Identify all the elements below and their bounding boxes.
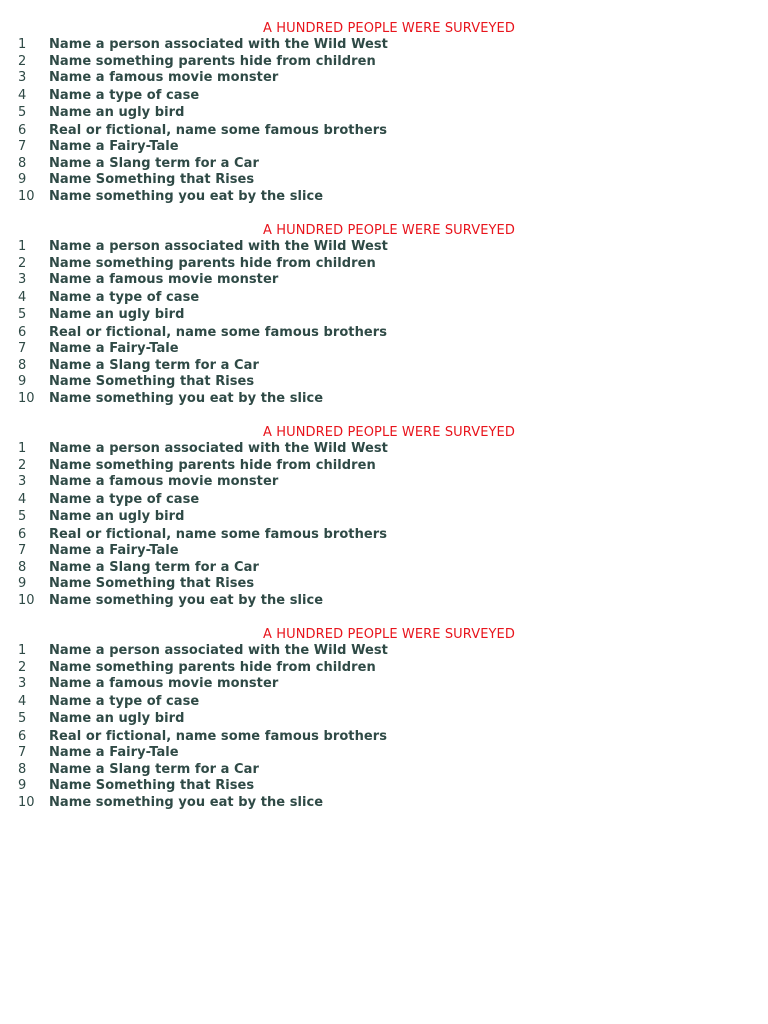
question-number: 8: [18, 155, 27, 171]
question-item: [0, 139, 768, 156]
question-number: 3: [18, 676, 27, 691]
question-item: [0, 272, 768, 289]
question-text: Name a person associated with the Wild West: [49, 441, 388, 456]
question-item: [0, 543, 768, 560]
question-item: [0, 593, 768, 610]
question-item: [0, 341, 768, 358]
question-number: 10: [18, 794, 35, 810]
question-text: Name a Fairy-Tale: [49, 543, 179, 558]
question-number: 6: [18, 122, 27, 138]
question-number: 4: [18, 290, 27, 305]
question-text: Name a Fairy-Tale: [49, 139, 179, 154]
question-number: 3: [18, 272, 27, 287]
survey-document: [0, 20, 768, 828]
question-text: Name a type of case: [49, 88, 200, 103]
question-item: [0, 458, 768, 475]
question-item: [0, 660, 768, 677]
question-text: Name an ugly bird: [49, 710, 185, 726]
question-number: 5: [18, 306, 27, 322]
question-item: [0, 358, 768, 375]
question-item: [0, 105, 768, 122]
question-item: [0, 527, 768, 544]
question-text: Name an ugly bird: [49, 104, 185, 120]
question-text: Name a Fairy-Tale: [49, 745, 179, 760]
question-number: 7: [18, 139, 27, 154]
question-item: [0, 643, 768, 660]
question-number: 4: [18, 88, 27, 103]
question-text: Name a famous movie monster: [49, 272, 279, 287]
question-number: 8: [18, 357, 27, 373]
question-text: Name a person associated with the Wild West: [49, 239, 388, 254]
question-item: [0, 256, 768, 273]
question-number: 2: [18, 457, 27, 473]
question-item: [0, 374, 768, 391]
question-item: [0, 676, 768, 693]
question-list: [0, 37, 768, 205]
question-number: 10: [18, 592, 35, 608]
question-number: 7: [18, 745, 27, 760]
question-number: 4: [18, 492, 27, 507]
question-item: [0, 54, 768, 71]
question-text: Name a Slang term for a Car: [49, 559, 259, 575]
question-text: Name a Slang term for a Car: [49, 357, 259, 373]
question-text: Name a type of case: [49, 492, 200, 507]
question-item: [0, 711, 768, 728]
question-item: [0, 239, 768, 256]
question-text: Real or fictional, name some famous brothers: [49, 728, 387, 744]
question-item: [0, 307, 768, 324]
question-text: Name a Fairy-Tale: [49, 341, 179, 356]
question-number: 2: [18, 659, 27, 675]
question-item: [0, 37, 768, 54]
survey-block: [0, 626, 768, 828]
question-item: [0, 576, 768, 593]
question-text: Name a person associated with the Wild West: [49, 37, 388, 52]
question-text: Name Something that Rises: [49, 374, 255, 389]
question-text: Name a famous movie monster: [49, 70, 279, 85]
question-item: [0, 88, 768, 105]
question-item: [0, 325, 768, 342]
question-number: 2: [18, 53, 27, 69]
question-text: Name Something that Rises: [49, 172, 255, 187]
question-item: [0, 560, 768, 577]
survey-title: A HUNDRED PEOPLE WERE SURVEYED: [263, 21, 515, 36]
survey-block: [0, 424, 768, 626]
survey-block: [0, 20, 768, 222]
question-number: 9: [18, 576, 27, 591]
question-text: Name a type of case: [49, 290, 200, 305]
question-number: 8: [18, 761, 27, 777]
question-number: 1: [18, 239, 27, 254]
question-text: Name something you eat by the slice: [49, 390, 324, 406]
question-item: [0, 189, 768, 206]
question-text: Name something parents hide from children: [49, 255, 376, 271]
question-list: [0, 643, 768, 811]
question-text: Real or fictional, name some famous brothers: [49, 324, 387, 340]
question-number: 6: [18, 526, 27, 542]
question-number: 5: [18, 710, 27, 726]
question-text: Real or fictional, name some famous brothers: [49, 526, 387, 542]
question-number: 7: [18, 543, 27, 558]
question-item: [0, 745, 768, 762]
survey-block: [0, 222, 768, 424]
question-text: Name Something that Rises: [49, 576, 255, 591]
question-text: Name a famous movie monster: [49, 676, 279, 691]
question-item: [0, 172, 768, 189]
question-number: 9: [18, 374, 27, 389]
question-number: 7: [18, 341, 27, 356]
question-item: [0, 290, 768, 307]
question-item: [0, 509, 768, 526]
question-text: Name something parents hide from children: [49, 457, 376, 473]
question-text: Name Something that Rises: [49, 778, 255, 793]
question-number: 5: [18, 508, 27, 524]
question-text: Name something parents hide from children: [49, 53, 376, 69]
question-number: 1: [18, 643, 27, 658]
question-number: 9: [18, 172, 27, 187]
question-number: 10: [18, 188, 35, 204]
question-number: 6: [18, 728, 27, 744]
question-item: [0, 492, 768, 509]
question-text: Name a famous movie monster: [49, 474, 279, 489]
question-item: [0, 70, 768, 87]
question-text: Name a type of case: [49, 694, 200, 709]
question-number: 5: [18, 104, 27, 120]
question-number: 3: [18, 474, 27, 489]
question-text: Name something you eat by the slice: [49, 794, 324, 810]
question-item: [0, 474, 768, 491]
question-item: [0, 729, 768, 746]
question-text: Name something you eat by the slice: [49, 188, 324, 204]
survey-title: A HUNDRED PEOPLE WERE SURVEYED: [263, 627, 515, 642]
question-list: [0, 239, 768, 407]
question-item: [0, 391, 768, 408]
question-number: 1: [18, 441, 27, 456]
question-number: 1: [18, 37, 27, 52]
question-item: [0, 795, 768, 812]
question-list: [0, 441, 768, 609]
question-text: Name something you eat by the slice: [49, 592, 324, 608]
question-number: 4: [18, 694, 27, 709]
question-item: [0, 156, 768, 173]
question-text: Name a person associated with the Wild West: [49, 643, 388, 658]
question-item: [0, 694, 768, 711]
question-item: [0, 441, 768, 458]
question-text: Name an ugly bird: [49, 306, 185, 322]
question-number: 6: [18, 324, 27, 340]
question-number: 3: [18, 70, 27, 85]
question-item: [0, 123, 768, 140]
survey-title: A HUNDRED PEOPLE WERE SURVEYED: [263, 223, 515, 238]
question-number: 8: [18, 559, 27, 575]
question-text: Name a Slang term for a Car: [49, 761, 259, 777]
question-text: Real or fictional, name some famous brothers: [49, 122, 387, 138]
question-number: 10: [18, 390, 35, 406]
question-text: Name an ugly bird: [49, 508, 185, 524]
question-text: Name a Slang term for a Car: [49, 155, 259, 171]
survey-title: A HUNDRED PEOPLE WERE SURVEYED: [263, 425, 515, 440]
question-number: 2: [18, 255, 27, 271]
question-item: [0, 778, 768, 795]
question-text: Name something parents hide from children: [49, 659, 376, 675]
question-item: [0, 762, 768, 779]
question-number: 9: [18, 778, 27, 793]
